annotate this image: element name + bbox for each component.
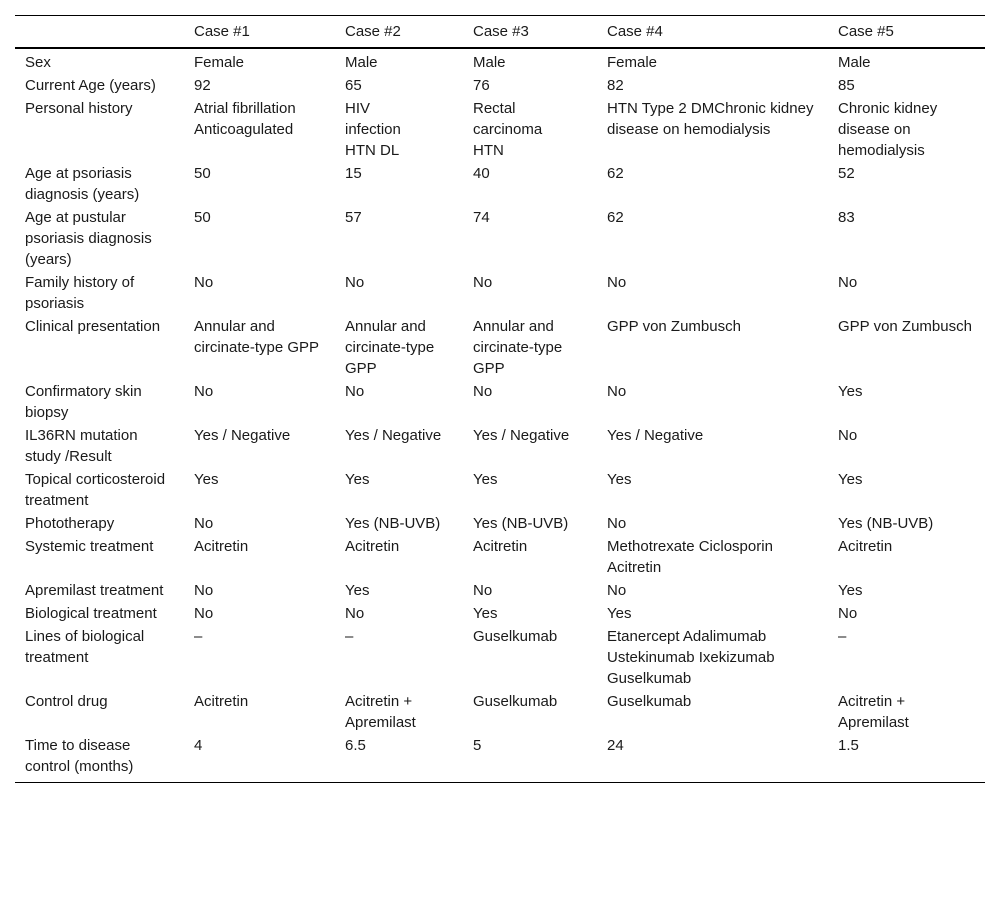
table-cell-case-4: Etanercept Adalimumab Ustekinumab Ixekizumab Guselkumab: [607, 628, 775, 687]
table-cell-case-4: Methotrexate Ciclosporin Acitretin: [607, 538, 773, 576]
table-cell-case-2: Yes (NB-UVB): [345, 515, 441, 532]
table-cell-case-2: 57: [345, 209, 362, 226]
table-cell-case-3: Male: [473, 54, 506, 71]
row-label: Age at pustular psoriasis diagnosis (years): [25, 209, 152, 268]
table-cell-case-3: Rectal carcinoma HTN: [473, 100, 543, 159]
row-label: Lines of biological treatment: [25, 628, 145, 666]
row-label: Systemic treatment: [25, 538, 154, 555]
header-case-1: Case #1: [194, 23, 250, 40]
table-cell-case-1: Acitretin: [194, 693, 249, 710]
row-label: Biological treatment: [25, 605, 157, 622]
table-cell-case-3: No: [473, 582, 493, 599]
table-cell-case-2: Acitretin: [345, 538, 400, 555]
table-cell-case-2: Yes: [345, 582, 370, 599]
table-cell-case-1: No: [194, 515, 214, 532]
table-cell-case-5: Yes: [838, 383, 863, 400]
table-cell-case-2: Male: [345, 54, 378, 71]
table-row: [15, 512, 985, 535]
table-cell-case-1: 4: [194, 737, 203, 754]
table-cell-case-3: Yes: [473, 605, 498, 622]
table-cell-case-4: Yes: [607, 471, 632, 488]
table-cell-case-2: –: [345, 628, 354, 645]
table-cell-case-5: 52: [838, 165, 855, 182]
table-cell-case-3: 76: [473, 77, 490, 94]
table-body: [15, 48, 985, 783]
table-row: [15, 602, 985, 625]
header-case-2: Case #2: [345, 23, 401, 40]
table-cell-case-4: No: [607, 274, 627, 291]
table-cell-case-5: Yes (NB-UVB): [838, 515, 934, 532]
table-row: [15, 579, 985, 602]
table-cell-case-5: Male: [838, 54, 871, 71]
table-row: [15, 380, 985, 424]
table-row: [15, 734, 985, 783]
header-corner: [15, 16, 184, 49]
table-cell-case-4: No: [607, 582, 627, 599]
row-label: Family history of psoriasis: [25, 274, 135, 312]
table-cell-case-3: No: [473, 383, 493, 400]
table-cell-case-1: Atrial fibrillation Anticoagulated: [194, 100, 296, 138]
table-cell-case-3: 5: [473, 737, 482, 754]
table-row: [15, 315, 985, 380]
table-cell-case-2: Yes: [345, 471, 370, 488]
table-cell-case-4: Guselkumab: [607, 693, 692, 710]
table-row: [15, 535, 985, 579]
table-cell-case-4: Yes / Negative: [607, 427, 704, 444]
table-cell-case-1: No: [194, 582, 214, 599]
table-cell-case-5: 85: [838, 77, 855, 94]
row-label: Sex: [25, 54, 51, 71]
table-row: [15, 468, 985, 512]
table-cell-case-1: Yes: [194, 471, 219, 488]
table-cell-case-3: Yes / Negative: [473, 427, 570, 444]
table-cell-case-1: No: [194, 383, 214, 400]
header-case-4: Case #4: [607, 23, 663, 40]
table-cell-case-4: 24: [607, 737, 624, 754]
table-cell-case-4: No: [607, 515, 627, 532]
table-cell-case-5: Acitretin + Apremilast: [838, 693, 909, 731]
table-cell-case-5: Acitretin: [838, 538, 893, 555]
table-cell-case-5: 1.5: [838, 737, 859, 754]
table-cell-case-3: 74: [473, 209, 490, 226]
table-cell-case-1: 50: [194, 165, 211, 182]
table-cell-case-2: Yes / Negative: [345, 427, 442, 444]
table-cell-case-4: No: [607, 383, 627, 400]
row-label: Personal history: [25, 100, 133, 117]
table-row: [15, 162, 985, 206]
table-row: [15, 74, 985, 97]
table-row: [15, 48, 985, 74]
table-cell-case-2: Acitretin + Apremilast: [345, 693, 416, 731]
table-cell-case-5: 83: [838, 209, 855, 226]
table-cell-case-2: No: [345, 274, 365, 291]
table-cell-case-4: Yes: [607, 605, 632, 622]
table-cell-case-5: Yes: [838, 582, 863, 599]
table-cell-case-2: Annular and circinate-type GPP: [345, 318, 435, 377]
table-cell-case-2: No: [345, 383, 365, 400]
table-row: [15, 690, 985, 734]
row-label: Phototherapy: [25, 515, 115, 532]
table-cell-case-3: 40: [473, 165, 490, 182]
table-cell-case-4: GPP von Zumbusch: [607, 318, 741, 335]
table-cell-case-5: –: [838, 628, 847, 645]
table-cell-case-5: No: [838, 605, 858, 622]
table-cell-case-4: HTN Type 2 DMChronic kidney disease on hemodialysis: [607, 100, 814, 138]
table-row: [15, 97, 985, 162]
row-label: Topical corticosteroid treatment: [25, 471, 166, 509]
table-cell-case-4: 82: [607, 77, 624, 94]
table-cell-case-1: 92: [194, 77, 211, 94]
table-cell-case-3: Guselkumab: [473, 628, 558, 645]
row-label: Confirmatory skin biopsy: [25, 383, 142, 421]
table-cell-case-1: No: [194, 274, 214, 291]
table-cell-case-2: 6.5: [345, 737, 366, 754]
table-cell-case-3: Guselkumab: [473, 693, 558, 710]
table-row: [15, 424, 985, 468]
table-cell-case-5: Yes: [838, 471, 863, 488]
table-cell-case-4: 62: [607, 209, 624, 226]
header-case-5: Case #5: [838, 23, 894, 40]
table-cell-case-1: Annular and circinate-type GPP: [194, 318, 320, 356]
row-label: IL36RN mutation study /Result: [25, 427, 138, 465]
table-cell-case-4: Female: [607, 54, 658, 71]
table-cell-case-5: No: [838, 274, 858, 291]
table-cell-case-5: No: [838, 427, 858, 444]
row-label: Control drug: [25, 693, 108, 710]
table-cell-case-1: 50: [194, 209, 211, 226]
case-comparison-table: [15, 15, 985, 783]
table-row: [15, 206, 985, 271]
table-cell-case-1: No: [194, 605, 214, 622]
header-row: [15, 16, 985, 49]
table-cell-case-5: Chronic kidney disease on hemodialysis: [838, 100, 938, 159]
row-label: Apremilast treatment: [25, 582, 164, 599]
table-cell-case-2: No: [345, 605, 365, 622]
table-cell-case-1: Female: [194, 54, 245, 71]
table-row: [15, 625, 985, 690]
table-header: [15, 16, 985, 49]
table-cell-case-3: Yes (NB-UVB): [473, 515, 569, 532]
table-cell-case-4: 62: [607, 165, 624, 182]
table-cell-case-2: 65: [345, 77, 362, 94]
row-label: Clinical presentation: [25, 318, 161, 335]
table-cell-case-1: Yes / Negative: [194, 427, 291, 444]
row-label: Age at psoriasis diagnosis (years): [25, 165, 140, 203]
table-cell-case-3: No: [473, 274, 493, 291]
table-cell-case-2: 15: [345, 165, 362, 182]
table-cell-case-1: –: [194, 628, 203, 645]
table-cell-case-5: GPP von Zumbusch: [838, 318, 972, 335]
table-cell-case-1: Acitretin: [194, 538, 249, 555]
row-label: Time to disease control (months): [25, 737, 134, 775]
table-row: [15, 271, 985, 315]
table-cell-case-3: Acitretin: [473, 538, 528, 555]
header-case-3: Case #3: [473, 23, 529, 40]
table-cell-case-3: Annular and circinate-type GPP: [473, 318, 563, 377]
table-cell-case-2: HIV infection HTN DL: [345, 100, 401, 159]
row-label: Current Age (years): [25, 77, 156, 94]
table-cell-case-3: Yes: [473, 471, 498, 488]
